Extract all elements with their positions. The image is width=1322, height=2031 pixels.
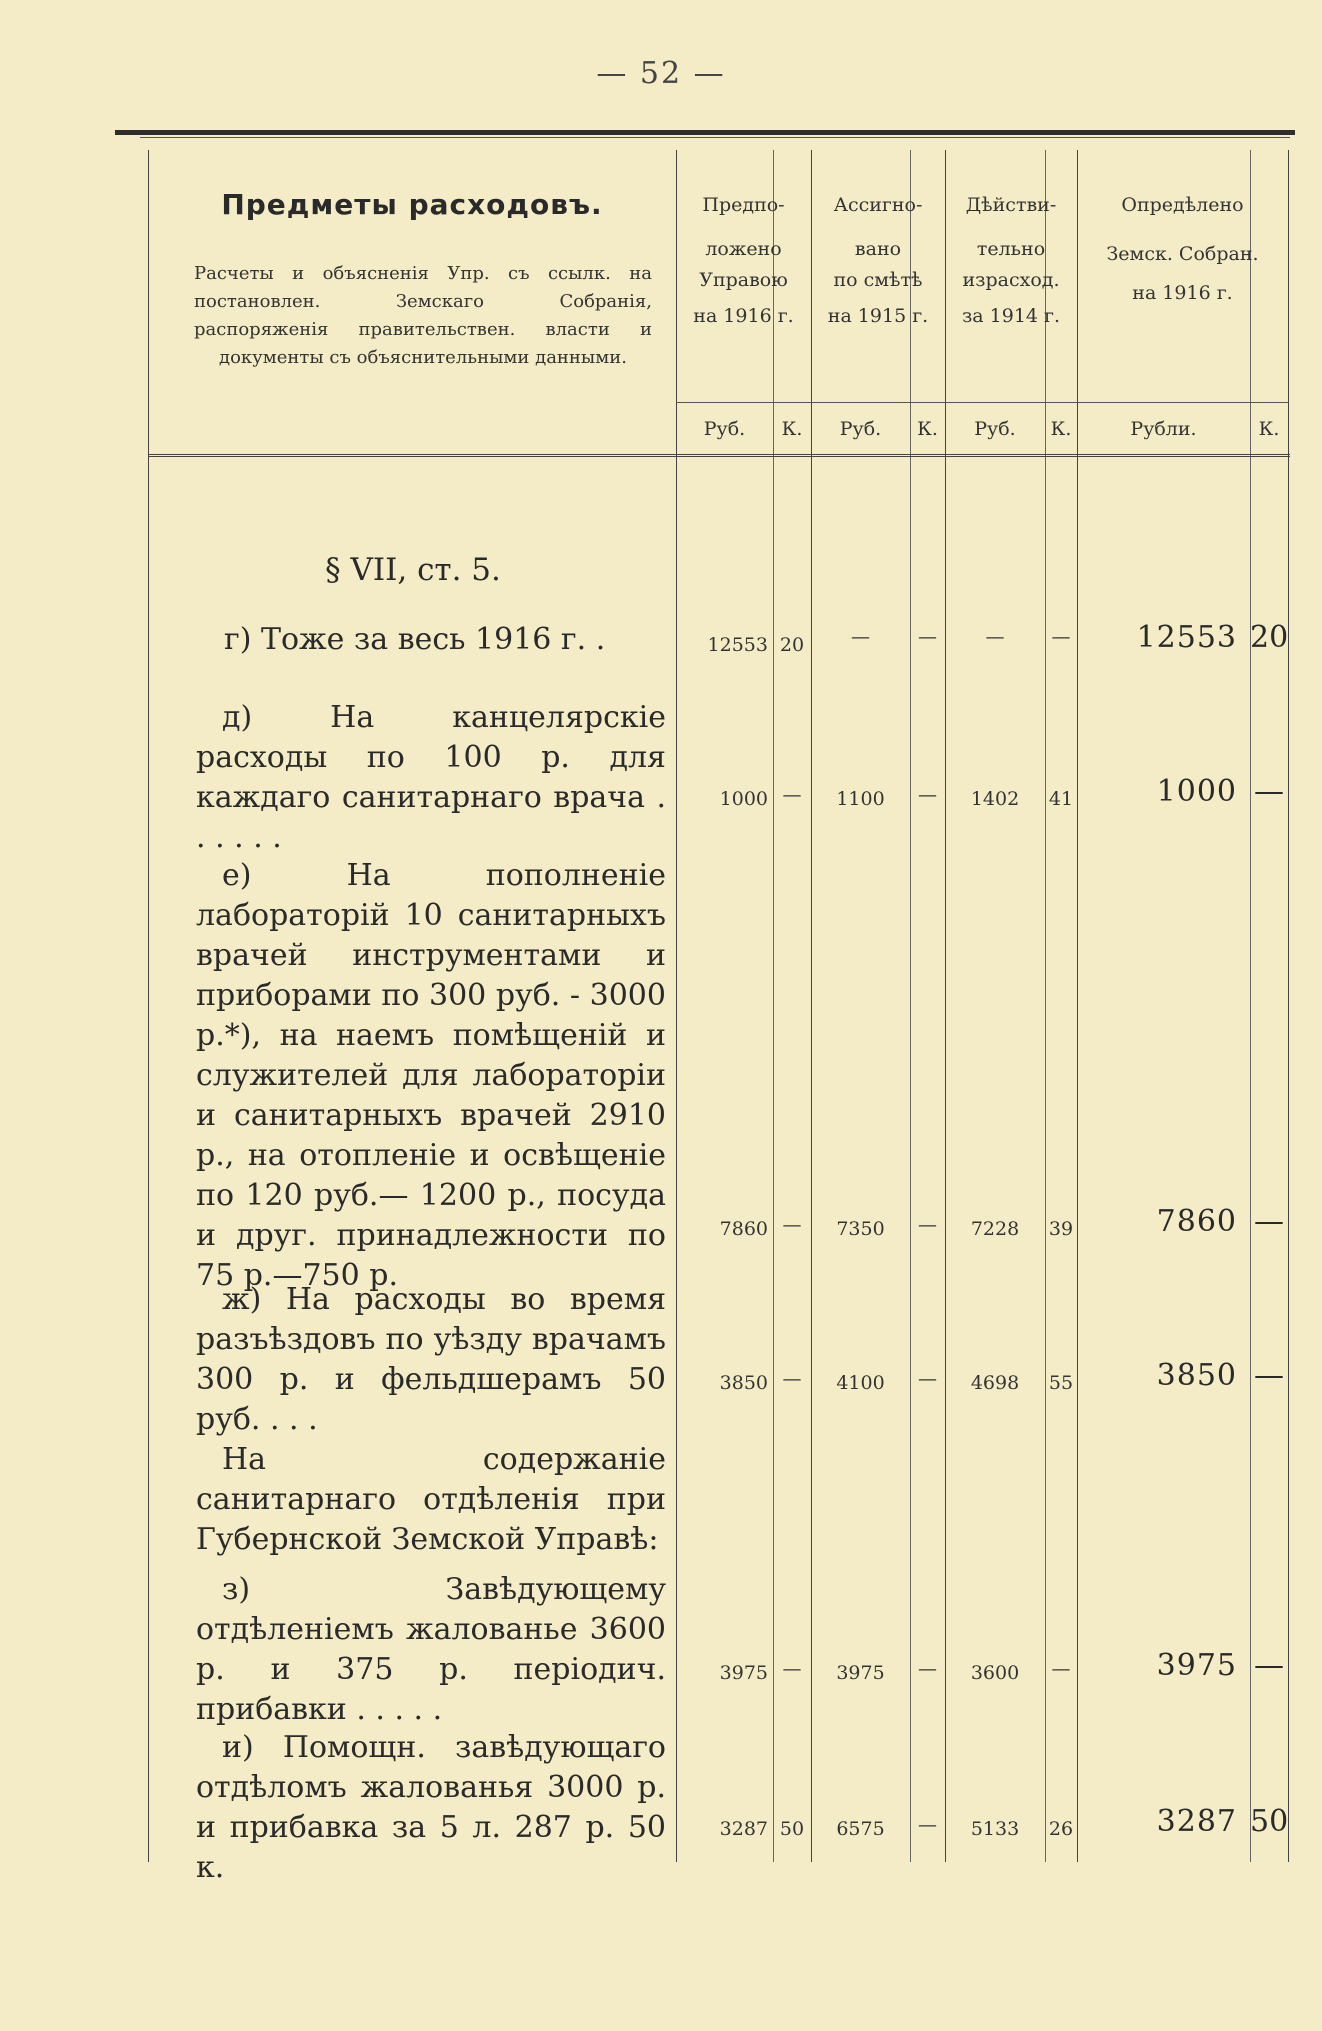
assigned-rub: 6575 — [836, 1818, 885, 1840]
defined-kop: 20 — [1250, 620, 1289, 655]
row-text: д) На канцелярскіе расходы по 100 р. для каждаго санитарнаго врача . . . . . . — [196, 700, 666, 855]
row-text: е) На пополненіе лабораторій 10 санитарныхъ врачей инструментами и приборами по 300 руб. - 3000 р.*), на наемъ помѣщеній и служителей для лабораторіи и санитарныхъ врачей 2910 р., на отопленіе и освѣщеніе по 120 руб.— 1200 р., посуда и друг. принадлежности по 75 р.—750 р. — [196, 858, 666, 1293]
proposed-kop: 50 — [779, 1818, 805, 1840]
actual-rub: 7228 — [970, 1218, 1020, 1240]
unit-kop: К. — [1050, 418, 1072, 440]
proposed-kop: — — [782, 1658, 802, 1680]
header-line: израсход. — [962, 269, 1060, 291]
header-line: вано — [854, 238, 902, 260]
proposed-rub: 3287 — [719, 1818, 768, 1840]
actual-kop: — — [1051, 626, 1071, 648]
proposed-kop: 20 — [779, 634, 805, 656]
assigned-kop: — — [918, 1814, 937, 1836]
proposed-rub: 12553 — [707, 634, 768, 656]
assigned-rub: 7350 — [836, 1218, 885, 1240]
proposed-rub: 7860 — [719, 1218, 768, 1240]
header-line: за 1914 г. — [961, 305, 1061, 327]
header-line: Опредѣлено — [1121, 194, 1244, 216]
header-line: ложено — [705, 238, 782, 260]
subjects-description: Расчеты и объясненія Упр. съ ссылк. на постановлен. Земскаго Собранія, распоряженія правительствен. власти и документы съ объяснительными данными. — [194, 263, 652, 368]
header-line: на 1916 г. — [1132, 282, 1233, 304]
actual-rub: 5133 — [970, 1818, 1020, 1840]
header-line: по смѣтѣ — [833, 269, 923, 291]
subjects-title: Предметы расходовъ. — [221, 188, 603, 221]
section-title: § VII, ст. 5. — [325, 552, 501, 588]
defined-kop: — — [1254, 774, 1284, 809]
proposed-kop: — — [782, 1214, 802, 1236]
unit-rub: Руб. — [839, 418, 882, 440]
row-text: ж) На расходы во время разъѣздовъ по уѣзду врачамъ 300 р. и фельдшерамъ 50 руб. . . . — [196, 1282, 666, 1437]
assigned-rub: 3975 — [836, 1662, 885, 1684]
col-proposed-header — [676, 192, 811, 330]
col-actual-header — [945, 192, 1077, 330]
unit-kop: К. — [917, 418, 938, 440]
assigned-rub: 1100 — [836, 788, 885, 810]
defined-kop: — — [1254, 1204, 1284, 1239]
defined-rub: 3975 — [1156, 1648, 1237, 1683]
unit-kop: К. — [1258, 418, 1280, 440]
assigned-kop: — — [918, 626, 937, 648]
header-line: Дѣйстви- — [965, 194, 1057, 216]
row-text: г) Тоже за весь 1916 г. . — [224, 622, 606, 657]
actual-rub: 3600 — [970, 1662, 1020, 1684]
top-rule — [115, 130, 1295, 135]
assigned-kop: — — [918, 784, 937, 806]
assigned-rub: 4100 — [836, 1372, 885, 1394]
header-line: на 1915 г. — [827, 305, 929, 327]
actual-kop: 41 — [1048, 788, 1074, 810]
actual-kop: 55 — [1048, 1372, 1074, 1394]
row-text: з) Завѣдующему отдѣленіемъ жалованье 3600 р. и 375 р. періодич. прибавки . . . . . — [196, 1572, 666, 1727]
expense-table — [148, 150, 1290, 1885]
defined-rub: 7860 — [1156, 1204, 1237, 1239]
proposed-kop: — — [782, 784, 802, 806]
header-line: Земск. Собран. — [1106, 243, 1259, 265]
assigned-kop: — — [918, 1214, 937, 1236]
defined-kop: — — [1254, 1648, 1284, 1683]
header-line: Управою — [699, 269, 788, 291]
actual-rub: 4698 — [970, 1372, 1020, 1394]
assigned-rub: — — [851, 626, 870, 648]
proposed-rub: 3975 — [719, 1662, 768, 1684]
defined-kop: — — [1254, 1358, 1284, 1393]
unit-rub: Руб. — [703, 418, 746, 440]
col-assigned-header — [811, 192, 945, 330]
header-line: на 1916 г. — [693, 305, 794, 327]
page-number: — 52 — — [596, 56, 726, 91]
proposed-rub: 3850 — [719, 1372, 768, 1394]
header-line: Ассигно- — [833, 194, 923, 216]
unit-rubli: Рубли. — [1130, 418, 1197, 440]
header-line: тельно — [976, 238, 1046, 260]
actual-kop: 39 — [1048, 1218, 1074, 1240]
subsection-heading: На содержаніе санитарнаго отдѣленія при Губернской Земской Управѣ: — [196, 1442, 666, 1557]
defined-kop: 50 — [1250, 1804, 1289, 1839]
defined-rub: 3850 — [1156, 1358, 1237, 1393]
proposed-kop: — — [782, 1368, 802, 1390]
actual-rub: 1402 — [970, 788, 1020, 810]
col-defined-header — [1077, 192, 1288, 307]
actual-kop: — — [1051, 1658, 1071, 1680]
assigned-kop: — — [918, 1658, 937, 1680]
row-text: и) Помощн. завѣдующаго отдѣломъ жалованья 3000 р. и прибавка за 5 л. 287 р. 50 к. — [196, 1730, 666, 1885]
actual-kop: 26 — [1048, 1818, 1074, 1840]
assigned-kop: — — [918, 1368, 937, 1390]
header-line: Предпо- — [702, 194, 785, 216]
top-rule-thin — [140, 137, 1290, 138]
defined-rub: 12553 — [1136, 620, 1237, 655]
unit-kop: К. — [781, 418, 803, 440]
unit-rub: Руб. — [974, 418, 1016, 440]
proposed-rub: 1000 — [719, 788, 768, 810]
defined-rub: 1000 — [1156, 774, 1237, 809]
actual-rub: — — [985, 626, 1005, 648]
defined-rub: 3287 — [1156, 1804, 1237, 1839]
